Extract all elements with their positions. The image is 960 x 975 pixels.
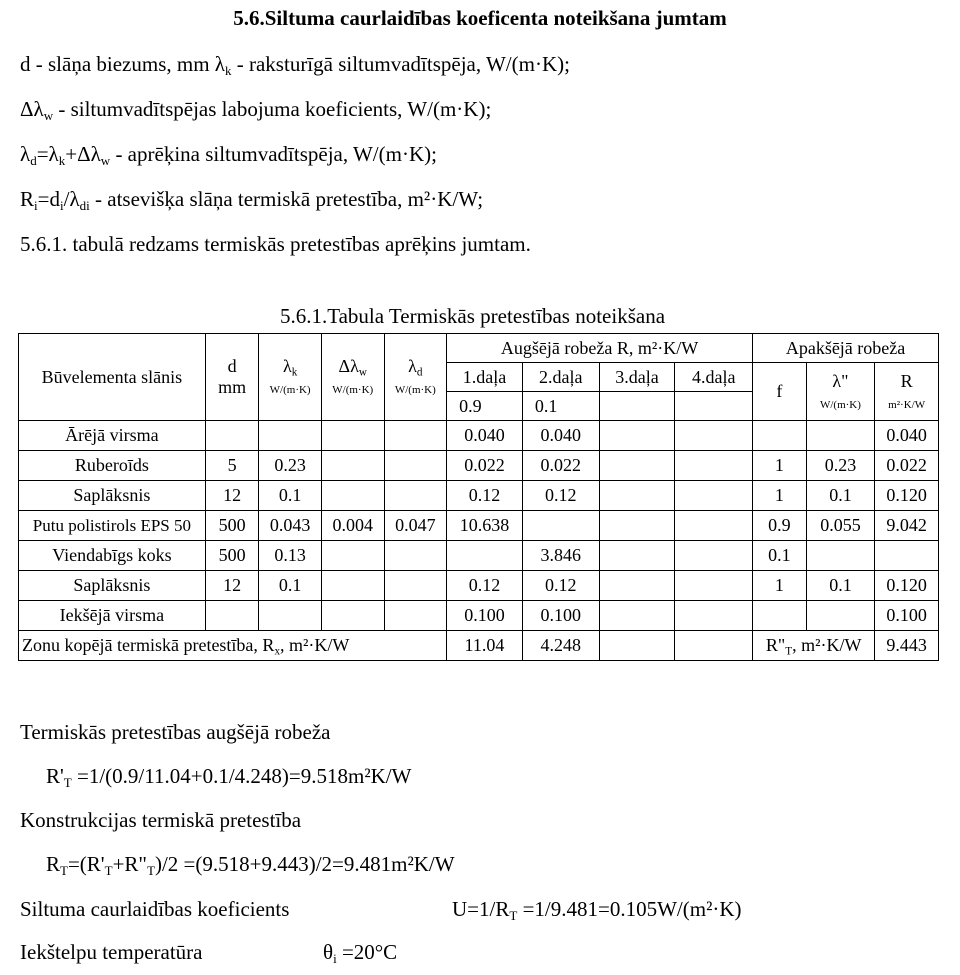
header-f: f bbox=[753, 363, 807, 421]
row-layer-name: Saplāksnis bbox=[19, 571, 206, 601]
table-row bbox=[19, 601, 939, 631]
header-zone-1: 1.daļa bbox=[447, 363, 523, 392]
row-lambda-d bbox=[384, 571, 447, 601]
row-zone-3 bbox=[599, 541, 675, 571]
table-caption: 5.6.1.Tabula Termiskās pretestības noteikšana bbox=[279, 304, 666, 328]
table-row bbox=[19, 451, 939, 481]
row-layer-name: Putu polistirols EPS 50 bbox=[19, 511, 206, 541]
header-zone-3: 3.daļa bbox=[599, 363, 675, 392]
row-r: 0.100 bbox=[875, 601, 939, 631]
row-d: 500 bbox=[205, 511, 259, 541]
header-lambda-k: $\lambda_k$ W/(m·K) bbox=[259, 334, 322, 421]
row-f: 0.9 bbox=[753, 511, 807, 541]
section-heading: 5.6.Siltuma caurlaidības koeficenta noteikšana jumtam bbox=[233, 6, 727, 30]
row-zone-3 bbox=[599, 571, 675, 601]
row-zone-2: 0.100 bbox=[522, 601, 599, 631]
row-d: 5 bbox=[205, 451, 259, 481]
table-reference: 5.6.1. tabulā redzams termiskās pretestības aprēķins jumtam. bbox=[20, 232, 531, 256]
row-zone-4 bbox=[675, 571, 753, 601]
row-zone-1: 10.638 bbox=[447, 511, 523, 541]
row-zone-4 bbox=[675, 601, 753, 631]
table-row bbox=[19, 421, 939, 451]
row-lambda-k: 0.1 bbox=[259, 571, 322, 601]
row-zone-3 bbox=[599, 421, 675, 451]
row-f: 1 bbox=[753, 451, 807, 481]
row-layer-name: Ārējā virsma bbox=[19, 421, 206, 451]
row-lambda-d bbox=[384, 421, 447, 451]
row-lambda-k bbox=[259, 601, 322, 631]
row-f: 1 bbox=[753, 481, 807, 511]
construction-resistance-title: Konstrukcijas termiskā pretestība bbox=[20, 808, 302, 832]
row-zone-2: 0.040 bbox=[522, 421, 599, 451]
total-zone-4 bbox=[675, 631, 753, 661]
row-zone-1: 0.022 bbox=[447, 451, 523, 481]
row-zone-2: 0.022 bbox=[522, 451, 599, 481]
upper-bound-formula: $R'_T =1/(0.9/11.04+0.1/4.248)=9.518m^2K/W$ bbox=[46, 764, 412, 790]
row-lambda-k: 0.23 bbox=[259, 451, 322, 481]
row-layer-name: Saplāksnis bbox=[19, 481, 206, 511]
row-zone-1 bbox=[447, 541, 523, 571]
header-zone-4: 4.daļa bbox=[675, 363, 753, 392]
table-row bbox=[19, 481, 939, 511]
row-zone-4 bbox=[675, 451, 753, 481]
total-label: Zonu kopējā termiskā pretestība, $R_x$, m²·K/W bbox=[19, 631, 447, 661]
row-lambda-2: 0.23 bbox=[806, 451, 875, 481]
header-lambda-2: λ" W/(m·K) bbox=[806, 363, 875, 421]
definition-lambda-d: $\lambda_d=\lambda_k+\Delta\lambda_w$ - aprēķina siltumvadītspēja, W/(m·K); bbox=[20, 142, 437, 168]
table-row bbox=[19, 511, 939, 541]
row-zone-3 bbox=[599, 481, 675, 511]
row-lambda-d bbox=[384, 601, 447, 631]
row-zone-4 bbox=[675, 541, 753, 571]
table-row bbox=[19, 541, 939, 571]
row-layer-name: Ruberoīds bbox=[19, 451, 206, 481]
row-r bbox=[875, 541, 939, 571]
definition-d-lambda-k: d - slāņa biezums, mm $\lambda_k$ - raksturīgā siltumvadītspēja, W/(m·K); bbox=[20, 52, 570, 78]
row-lambda-k bbox=[259, 421, 322, 451]
row-lambda-2 bbox=[806, 421, 875, 451]
row-delta-lambda-w bbox=[321, 421, 384, 451]
header-d: d mm bbox=[205, 334, 259, 421]
definition-delta-lambda-w: $\Delta\lambda_w$ - siltumvadītspējas labojuma koeficients, W/(m·K); bbox=[20, 97, 492, 123]
row-lambda-k: 0.1 bbox=[259, 481, 322, 511]
row-layer-name: Iekšējā virsma bbox=[19, 601, 206, 631]
u-value-title: Siltuma caurlaidības koeficients bbox=[20, 897, 290, 921]
row-delta-lambda-w bbox=[321, 541, 384, 571]
table-header-row-1 bbox=[19, 334, 939, 363]
header-fraction-3 bbox=[599, 392, 675, 421]
row-zone-3 bbox=[599, 511, 675, 541]
row-lambda-2: 0.1 bbox=[806, 481, 875, 511]
row-zone-3 bbox=[599, 451, 675, 481]
row-lambda-d bbox=[384, 541, 447, 571]
row-zone-2 bbox=[522, 511, 599, 541]
row-f bbox=[753, 421, 807, 451]
row-lambda-k: 0.13 bbox=[259, 541, 322, 571]
header-lower-bound: Apakšējā robeža bbox=[753, 334, 939, 363]
row-d: 500 bbox=[205, 541, 259, 571]
row-d: 12 bbox=[205, 571, 259, 601]
header-delta-lambda-w: $\Delta\lambda_w$ W/(m·K) bbox=[321, 334, 384, 421]
header-fraction-1: 0.9 bbox=[447, 392, 523, 421]
header-r: R m²·K/W bbox=[875, 363, 939, 421]
row-zone-1: 0.12 bbox=[447, 481, 523, 511]
row-layer-name: Viendabīgs koks bbox=[19, 541, 206, 571]
u-value-formula: $U=1/R_T =1/9.481=0.105W/(m^2\cdot K)$ bbox=[452, 897, 742, 923]
row-zone-4 bbox=[675, 421, 753, 451]
thermal-resistance-table bbox=[18, 333, 939, 661]
rt2-value: 9.443 bbox=[875, 631, 939, 661]
construction-resistance-formula: $R_T=(R'_T+R"_T)/2 =(9.518+9.443)/2=9.481m^2K/W$ bbox=[46, 852, 455, 878]
row-delta-lambda-w: 0.004 bbox=[321, 511, 384, 541]
row-zone-1: 0.12 bbox=[447, 571, 523, 601]
row-lambda-2: 0.1 bbox=[806, 571, 875, 601]
row-lambda-d bbox=[384, 451, 447, 481]
row-f bbox=[753, 601, 807, 631]
row-d bbox=[205, 601, 259, 631]
rt2-label: $R"_T$, m²·K/W bbox=[753, 631, 875, 661]
row-zone-2: 3.846 bbox=[522, 541, 599, 571]
header-layer: Būvelementa slānis bbox=[19, 334, 206, 421]
row-lambda-d bbox=[384, 481, 447, 511]
row-zone-2: 0.12 bbox=[522, 481, 599, 511]
row-lambda-d: 0.047 bbox=[384, 511, 447, 541]
row-delta-lambda-w bbox=[321, 601, 384, 631]
row-zone-1: 0.100 bbox=[447, 601, 523, 631]
row-r: 0.120 bbox=[875, 571, 939, 601]
row-delta-lambda-w bbox=[321, 451, 384, 481]
total-zone-2: 4.248 bbox=[522, 631, 599, 661]
header-upper-bound: Augšējā robeža R, m²·K/W bbox=[447, 334, 753, 363]
row-zone-3 bbox=[599, 601, 675, 631]
row-zone-4 bbox=[675, 511, 753, 541]
upper-bound-title: Termiskās pretestības augšējā robeža bbox=[20, 720, 331, 744]
row-r: 0.040 bbox=[875, 421, 939, 451]
row-zone-1: 0.040 bbox=[447, 421, 523, 451]
row-zone-2: 0.12 bbox=[522, 571, 599, 601]
header-fraction-2: 0.1 bbox=[522, 392, 599, 421]
header-fraction-4 bbox=[675, 392, 753, 421]
row-f: 0.1 bbox=[753, 541, 807, 571]
header-zone-2: 2.daļa bbox=[522, 363, 599, 392]
definition-r-i: $R_i=d_i/\lambda_{di}$ - atsevišķa slāņa termiskā pretestība, m²·K/W; bbox=[20, 187, 484, 213]
table-total-row bbox=[19, 631, 939, 661]
row-delta-lambda-w bbox=[321, 481, 384, 511]
total-zone-1: 11.04 bbox=[447, 631, 523, 661]
row-d bbox=[205, 421, 259, 451]
row-f: 1 bbox=[753, 571, 807, 601]
header-lambda-d: $\lambda_d$ W/(m·K) bbox=[384, 334, 447, 421]
row-r: 0.120 bbox=[875, 481, 939, 511]
row-lambda-2 bbox=[806, 601, 875, 631]
row-d: 12 bbox=[205, 481, 259, 511]
row-lambda-2: 0.055 bbox=[806, 511, 875, 541]
indoor-temperature-value: $\theta_i =20^\circ C$ bbox=[323, 940, 398, 966]
row-r: 0.022 bbox=[875, 451, 939, 481]
row-lambda-2 bbox=[806, 541, 875, 571]
total-zone-3 bbox=[599, 631, 675, 661]
row-delta-lambda-w bbox=[321, 571, 384, 601]
row-lambda-k: 0.043 bbox=[259, 511, 322, 541]
indoor-temperature-title: Iekštelpu temperatūra bbox=[20, 940, 203, 964]
row-zone-4 bbox=[675, 481, 753, 511]
row-r: 9.042 bbox=[875, 511, 939, 541]
table-row bbox=[19, 571, 939, 601]
